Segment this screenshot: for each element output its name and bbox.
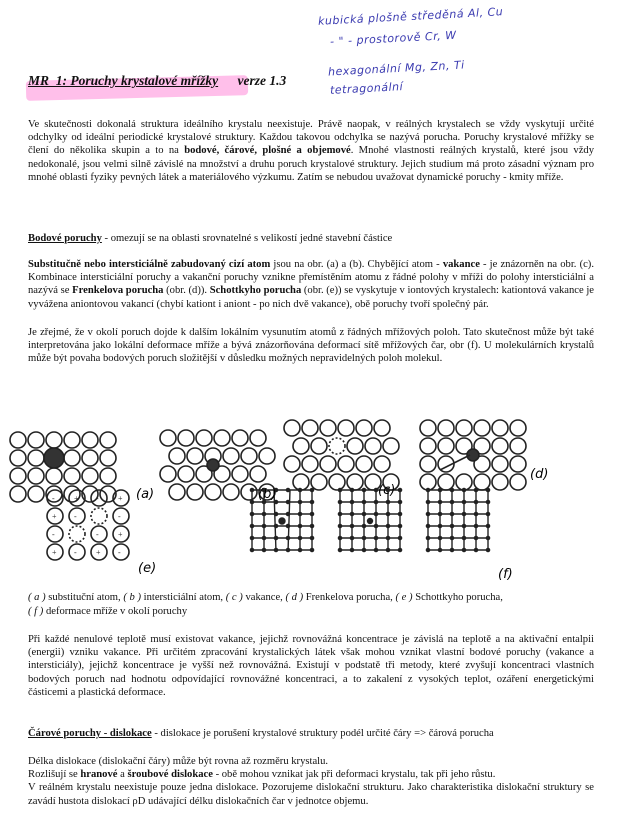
figure-caption xyxy=(28,591,594,618)
atom xyxy=(420,438,436,454)
lattice-node xyxy=(438,548,441,551)
title-text: MR_1: Poruchy krystalové mřížky xyxy=(28,73,219,88)
atom xyxy=(250,430,266,446)
intro-text-1: Ve skutečnosti dokonalá struktura ideálního krystalu neexistuje. Právě naopak, v reálných krystalech se vždy vyskytují určité odchylky od ideální periodické krystalové struktury. Každou takovou odchylka se nazývá porucha. Poruchy krystalové mřížky se člení do několika skupin a to na xyxy=(28,119,594,157)
atom xyxy=(438,438,454,454)
lattice-node xyxy=(286,548,289,551)
carove-line-1: Délka dislokace (dislokační čáry) může být rovna až rozměru krystalu. xyxy=(28,756,329,767)
ion-charge: - xyxy=(96,530,99,539)
lattice-node xyxy=(426,536,429,539)
atom xyxy=(510,438,526,454)
lattice-node xyxy=(374,500,377,503)
atom xyxy=(232,430,248,446)
atom xyxy=(82,468,98,484)
caption-f-label: ( f ) xyxy=(28,605,44,617)
caption-d-label: ( d ) xyxy=(285,592,304,603)
ion-charge: + xyxy=(118,494,123,503)
lattice-node xyxy=(362,488,365,491)
lattice-node xyxy=(310,548,313,551)
intro-text-2: . Mnohé vlastnosti reálných krystalů, které jsou vždy nedokonalé, jsou velmi silně závislé na množství a druhu poruch krystalové struktury. Jejich studium má proto zásadní význam pro mnohé oblasti fyziky pevných látek a materiálového výzkumu. Zatím se nebudou uvažovat dynamické poruchy - kmity mříže. xyxy=(28,145,594,183)
ion-charge: + xyxy=(74,494,79,503)
atom xyxy=(100,450,116,466)
bodove-text-2: - je znázorněn na obr. (c). Kombinace intersticiální poruchy a vakanční poruchy vznikne přemístěním atomu z řádné polohy v mříži do polohy intersticiální a nazývá se xyxy=(28,259,594,297)
lattice-node xyxy=(362,548,365,551)
lattice-node xyxy=(362,524,365,527)
lattice-node xyxy=(462,488,465,491)
atom xyxy=(474,474,490,490)
caption-b-label: ( b ) xyxy=(123,592,141,603)
atom xyxy=(223,484,239,500)
carove-l2c: a xyxy=(117,769,128,781)
ion-charge: - xyxy=(74,548,77,557)
figure-label-d: (d) xyxy=(530,467,549,482)
atom xyxy=(338,456,354,472)
atom xyxy=(169,484,185,500)
bodove-text-4: (obr. (e)) se vyskytuje v iontových krystalech: kationtová vakance je vyvážena aniontovou vakancí (chybí kationt i aniont - po nich dvě vakance), obě poruchy tvoří společný pár. xyxy=(28,285,595,310)
atom xyxy=(187,448,203,464)
caption-f-text: deformace mříže v okolí poruchy xyxy=(43,605,188,617)
caption-d-text: Frenkelova porucha, xyxy=(303,592,396,603)
lattice-node xyxy=(338,536,341,539)
lattice-node xyxy=(450,512,453,515)
lattice-node xyxy=(362,536,365,539)
lattice-node xyxy=(450,488,453,491)
lattice-node xyxy=(298,488,301,491)
atom xyxy=(10,468,26,484)
intro-bold: bodové, čárové, plošné a objemové xyxy=(184,145,351,157)
bodove-text-3: (obr. (d)). xyxy=(163,285,210,297)
carove-line-2 xyxy=(28,768,594,781)
caption-a-label: ( a ) xyxy=(28,592,46,603)
ion-charge: - xyxy=(118,512,121,521)
atom xyxy=(383,438,399,454)
lattice-node xyxy=(274,548,277,551)
atom xyxy=(510,474,526,490)
atom xyxy=(284,456,300,472)
lattice-node xyxy=(474,548,477,551)
defect-center xyxy=(279,518,285,524)
lattice-node xyxy=(426,548,429,551)
lattice-node xyxy=(338,548,341,551)
atom xyxy=(28,486,44,502)
handnote-4: tetragonální xyxy=(329,80,404,97)
lattice-node xyxy=(462,536,465,539)
lattice-node xyxy=(374,536,377,539)
lattice-node xyxy=(338,512,341,515)
vacancy-site xyxy=(329,438,345,454)
bodove-text-1: jsou na obr. (a) a (b). Chybějící atom - xyxy=(270,259,443,270)
atom xyxy=(187,484,203,500)
atom xyxy=(64,450,80,466)
atom xyxy=(293,474,309,490)
lattice-node xyxy=(426,512,429,515)
atom xyxy=(329,474,345,490)
atom xyxy=(64,468,80,484)
lattice-node xyxy=(350,548,353,551)
lattice-node xyxy=(310,536,313,539)
caption-a-text: substituční atom, xyxy=(45,592,124,603)
lattice-node xyxy=(450,500,453,503)
lattice-node xyxy=(250,524,253,527)
lattice-node xyxy=(286,524,289,527)
lattice-node xyxy=(274,524,277,527)
atom xyxy=(492,420,508,436)
atom xyxy=(100,468,116,484)
atom xyxy=(232,466,248,482)
figure-c-vacancy xyxy=(284,420,399,490)
atom xyxy=(456,420,472,436)
atom xyxy=(492,438,508,454)
lattice-node xyxy=(486,500,489,503)
lattice-node xyxy=(286,488,289,491)
lattice-node xyxy=(398,488,401,491)
lattice-node xyxy=(250,500,253,503)
lattice-node xyxy=(262,524,265,527)
lattice-node xyxy=(438,500,441,503)
atom xyxy=(169,448,185,464)
lattice-node xyxy=(486,548,489,551)
figure-label-b: (b) xyxy=(258,487,277,502)
ion-charge: - xyxy=(52,494,55,503)
bodove-heading: Bodové poruchy xyxy=(28,233,102,244)
carove-l2b: hranové xyxy=(80,769,118,781)
interstitial-atom xyxy=(207,459,219,471)
atom xyxy=(510,420,526,436)
lattice-node xyxy=(298,512,301,515)
atom xyxy=(302,456,318,472)
atom xyxy=(420,456,436,472)
lattice-node xyxy=(462,524,465,527)
lattice-node xyxy=(426,488,429,491)
atom xyxy=(214,430,230,446)
lattice-node xyxy=(386,536,389,539)
lattice-node xyxy=(250,536,253,539)
atom xyxy=(492,474,508,490)
atom xyxy=(241,448,257,464)
substitution-atom xyxy=(44,448,64,468)
lattice-node xyxy=(310,488,313,491)
lattice-node xyxy=(462,512,465,515)
ion-charge: + xyxy=(96,548,101,557)
atom xyxy=(293,438,309,454)
lattice-node xyxy=(298,524,301,527)
ion xyxy=(47,526,63,542)
lattice-node xyxy=(486,524,489,527)
atom xyxy=(10,450,26,466)
atom xyxy=(10,486,26,502)
schottky-vacancy xyxy=(69,526,85,542)
bodove-bold-4: Schottkyho porucha xyxy=(209,285,302,297)
atom xyxy=(438,474,454,490)
atom xyxy=(356,456,372,472)
ion xyxy=(113,544,129,560)
lattice-node xyxy=(274,512,277,515)
lattice-node xyxy=(298,536,301,539)
carove-heading: Čárové poruchy - dislokace xyxy=(28,728,152,739)
atom xyxy=(28,468,44,484)
atom xyxy=(64,432,80,448)
bodove-paragraph-2: Je zřejmé, že v okolí poruch dojde k dalším lokálním vysunutím atomů z řádných mřížových poloh. Tato skutečnost může být také interpretována jako lokální deformace mříže a bývá znázorňována deformací sítě mřížových čar, obr (f). U molekulárních krystalů může být povaha bodových poruch složitější v důsledku možných nepravidelných poloh molekul. xyxy=(28,327,594,365)
carove-line-3: V reálném krystalu neexistuje pouze jedna dislokace. Pozorujeme dislokační strukturu. Jako charakteristika dislokační struktury se zavádí hustota dislokací ρD udávající délku dislokačních čar v jednotce objemu. xyxy=(28,782,594,807)
lattice-node xyxy=(426,524,429,527)
ion-charge: + xyxy=(52,548,57,557)
lattice-node xyxy=(386,548,389,551)
atom xyxy=(223,448,239,464)
ion-charge: + xyxy=(52,512,57,521)
atom xyxy=(46,432,62,448)
ion xyxy=(69,508,85,524)
lattice-node xyxy=(398,524,401,527)
atom xyxy=(82,450,98,466)
lattice-node xyxy=(486,536,489,539)
handnote-1: kubická plošně středěná Al, Cu xyxy=(317,5,504,28)
lattice-node xyxy=(350,500,353,503)
atom xyxy=(82,432,98,448)
lattice-node xyxy=(310,524,313,527)
lattice-node xyxy=(262,536,265,539)
lattice-node xyxy=(386,512,389,515)
lattice-node xyxy=(398,536,401,539)
lattice-node xyxy=(486,488,489,491)
lattice-node xyxy=(386,524,389,527)
ion-charge: - xyxy=(52,530,55,539)
atom xyxy=(28,450,44,466)
atom xyxy=(284,420,300,436)
temperature-paragraph: Při každé nenulové teplotě musí existovat vakance, jejichž rovnovážná koncentrace je závislá na teplotě a na aktivační entalpii (energii) vzniku vakance. Při určitém zpracování krystalických látek však mohou vznikat vlastní bodové poruchy (vakance a intersticiály), jejichž koncentrace je vyšší než rovnovážná. Existují v podstatě tři metody, které zvyšují koncentraci vlastních bodových poruch nad hodnotu odpovídající rovnovážné koncentraci, a to zakalení z vysokých teplot, ozáření energetickými částicemi a plastická deformace. xyxy=(28,634,594,698)
ion-charge: + xyxy=(118,530,123,539)
defect-center xyxy=(368,519,373,524)
lattice-node xyxy=(298,500,301,503)
lattice-node xyxy=(438,536,441,539)
figure-label-e: (e) xyxy=(138,561,157,576)
figure-f-lattice-deformation xyxy=(250,488,490,552)
atom xyxy=(347,438,363,454)
bodove-heading-rest: - omezují se na oblasti srovnatelné s velikostí jedné stavební částice xyxy=(101,233,393,244)
figure-label-a: (a) xyxy=(136,487,155,502)
atom xyxy=(356,420,372,436)
figure-a-substitution xyxy=(10,432,116,502)
atom xyxy=(10,432,26,448)
atom xyxy=(338,420,354,436)
carove-l2e: - obě mohou vznikat jak při deformaci krystalu, tak při jeho růstu. xyxy=(212,769,496,781)
atom xyxy=(196,430,212,446)
lattice-node xyxy=(398,548,401,551)
atom xyxy=(259,448,275,464)
atom xyxy=(420,420,436,436)
lattice-node xyxy=(250,548,253,551)
atom xyxy=(241,484,257,500)
lattice-node xyxy=(486,512,489,515)
lattice-node xyxy=(286,500,289,503)
lattice-node xyxy=(474,536,477,539)
carove-heading-rest: - dislokace je porušení krystalové struktury podél určité čáry => čárová porucha xyxy=(151,728,494,739)
lattice-node xyxy=(350,524,353,527)
atom xyxy=(456,474,472,490)
atom xyxy=(492,456,508,472)
lattice-node xyxy=(386,500,389,503)
lattice-node xyxy=(350,488,353,491)
atom xyxy=(302,420,318,436)
carove-heading-line xyxy=(28,727,594,740)
atom xyxy=(365,438,381,454)
bodove-bold-2: vakance xyxy=(442,259,480,270)
handnote-2: - " - prostorově Cr, W xyxy=(329,28,457,49)
lattice-node xyxy=(438,488,441,491)
lattice-node xyxy=(286,512,289,515)
lattice-node xyxy=(338,500,341,503)
atom xyxy=(320,456,336,472)
atom xyxy=(474,420,490,436)
atom xyxy=(420,474,436,490)
atom xyxy=(250,466,266,482)
lattice-node xyxy=(374,524,377,527)
atom xyxy=(178,430,194,446)
lattice-node xyxy=(438,512,441,515)
atom xyxy=(28,432,44,448)
lattice-node xyxy=(310,512,313,515)
figure-d-frenkel xyxy=(420,420,526,490)
atom xyxy=(100,432,116,448)
lattice-node xyxy=(310,500,313,503)
lattice-node xyxy=(474,500,477,503)
lattice-node xyxy=(350,536,353,539)
lattice-node xyxy=(362,500,365,503)
atom xyxy=(178,466,194,482)
version-label: verze 1.3 xyxy=(237,73,287,88)
atom xyxy=(374,456,390,472)
atom xyxy=(311,438,327,454)
ion-charge: - xyxy=(118,548,121,557)
lattice-node xyxy=(398,512,401,515)
lattice-node xyxy=(462,548,465,551)
schottky-vacancy xyxy=(91,508,107,524)
caption-e-text: Schottkyho porucha, xyxy=(412,592,503,603)
figure-label-f: (f) xyxy=(498,567,513,582)
frenkel-arrow xyxy=(440,455,470,470)
lattice-node xyxy=(474,512,477,515)
atom xyxy=(438,420,454,436)
lattice-node xyxy=(338,524,341,527)
atom xyxy=(311,474,327,490)
lattice-node xyxy=(350,512,353,515)
lattice-node xyxy=(438,524,441,527)
bodove-bold-1: Substitučně nebo intersticiálně zabudovaný cizí atom xyxy=(28,259,271,270)
lattice-node xyxy=(262,512,265,515)
lattice-node xyxy=(362,512,365,515)
bodove-bold-3: Frenkelova porucha xyxy=(72,285,164,297)
lattice-node xyxy=(250,512,253,515)
lattice-node xyxy=(262,548,265,551)
lattice-node xyxy=(298,548,301,551)
caption-e-label: ( e ) xyxy=(395,592,413,603)
ion xyxy=(91,526,107,542)
lattice-node xyxy=(474,488,477,491)
lattice-node xyxy=(398,500,401,503)
ion-charge: - xyxy=(96,494,99,503)
caption-b-text: intersticiální atom, xyxy=(141,592,226,603)
caption-c-label: ( c ) xyxy=(225,592,243,603)
lattice-node xyxy=(374,512,377,515)
atom xyxy=(46,468,62,484)
atom xyxy=(160,466,176,482)
carove-paragraph xyxy=(28,755,594,808)
lattice-node xyxy=(462,500,465,503)
lattice-node xyxy=(426,500,429,503)
grid-line xyxy=(288,490,290,552)
lattice-node xyxy=(450,548,453,551)
atom xyxy=(160,430,176,446)
atom xyxy=(510,456,526,472)
caption-c-text: vakance, xyxy=(242,592,286,603)
ion-charge: - xyxy=(74,512,77,521)
figure-label-c: (c) xyxy=(378,483,396,498)
carove-l2a: Rozlišují se xyxy=(28,769,81,781)
ion xyxy=(91,490,107,506)
lattice-node xyxy=(338,488,341,491)
atom xyxy=(205,484,221,500)
lattice-node xyxy=(450,536,453,539)
atom xyxy=(347,474,363,490)
handnote-3: hexagonální Mg, Zn, Ti xyxy=(327,58,465,79)
ion xyxy=(69,544,85,560)
lattice-node xyxy=(274,536,277,539)
lattice-node xyxy=(286,536,289,539)
ion xyxy=(113,508,129,524)
lattice-node xyxy=(474,524,477,527)
lattice-node xyxy=(374,548,377,551)
atom xyxy=(320,420,336,436)
carove-l2d: šroubové dislokace xyxy=(127,769,213,781)
lattice-node xyxy=(250,488,253,491)
atom xyxy=(374,420,390,436)
lattice-node xyxy=(450,524,453,527)
